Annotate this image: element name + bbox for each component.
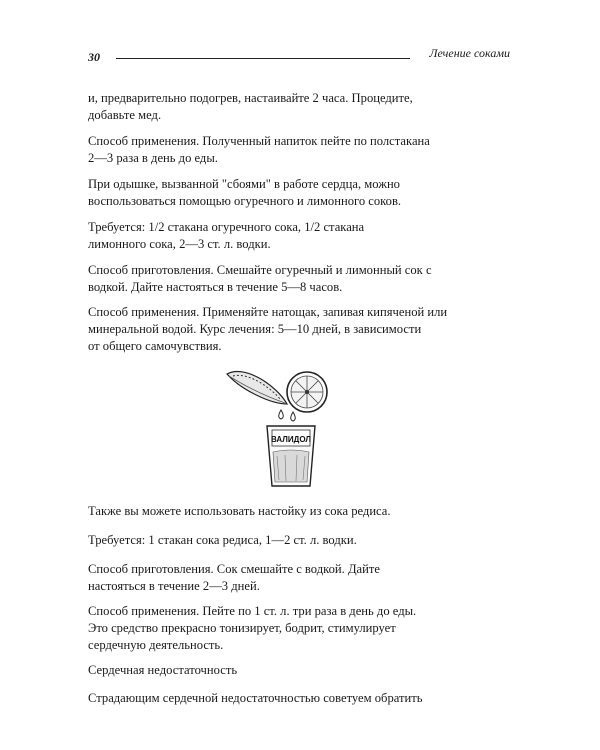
lemon-slice-icon xyxy=(287,372,327,412)
cucumber-lemon-glass-icon xyxy=(215,360,335,490)
paragraph: Также вы можете использовать настойку из сока редиса. xyxy=(88,504,391,518)
paragraph: Требуется: 1/2 стакана огуречного сока, 1/2 стакана лимонного сока, 2—3 ст. л. водки. xyxy=(88,220,365,251)
glass-icon xyxy=(267,426,315,486)
cucumber-icon xyxy=(227,371,287,404)
page-header xyxy=(88,46,510,70)
paragraph: Способ применения. Пейте по 1 ст. л. три раза в день до еды. Это средство прекрасно тонизирует, бодрит, стимулирует сердечную деятельность. xyxy=(88,604,417,652)
paragraph: Способ приготовления. Сок смешайте с водкой. Дайте настояться в течение 2—3 дней. xyxy=(88,562,380,593)
paragraph: и, предварительно подогрев, настаивайте 2 часа. Процедите, добавьте мед. xyxy=(88,91,413,122)
running-title: Лечение соками xyxy=(429,46,510,60)
illustration xyxy=(215,360,335,490)
paragraph: Страдающим сердечной недостаточностью советуем обратить xyxy=(88,691,423,705)
drops-icon xyxy=(279,410,296,421)
paragraph: При одышке, вызванной "сбоями" в работе сердца, можно воспользоваться помощью огуречного и лимонного соков. xyxy=(88,177,402,208)
paragraph: Способ применения. Полученный напиток пейте по полстакана 2—3 раза в день до еды. xyxy=(88,134,430,165)
paragraph: Способ приготовления. Смешайте огуречный и лимонный сок с водкой. Дайте настояться в течение 5—8 часов. xyxy=(88,263,432,294)
section-heading: Сердечная недостаточность xyxy=(88,663,238,677)
header-rule xyxy=(116,58,410,59)
glass-label: ВАЛИДОЛ xyxy=(271,435,311,444)
paragraph: Требуется: 1 стакан сока редиса, 1—2 ст. л. водки. xyxy=(88,533,357,547)
page-number: 30 xyxy=(88,50,100,64)
paragraph: Способ применения. Применяйте натощак, запивая кипяченой или минеральной водой. Курс лечения: 5—10 дней, в зависимости от общего самочувствия. xyxy=(88,305,448,353)
